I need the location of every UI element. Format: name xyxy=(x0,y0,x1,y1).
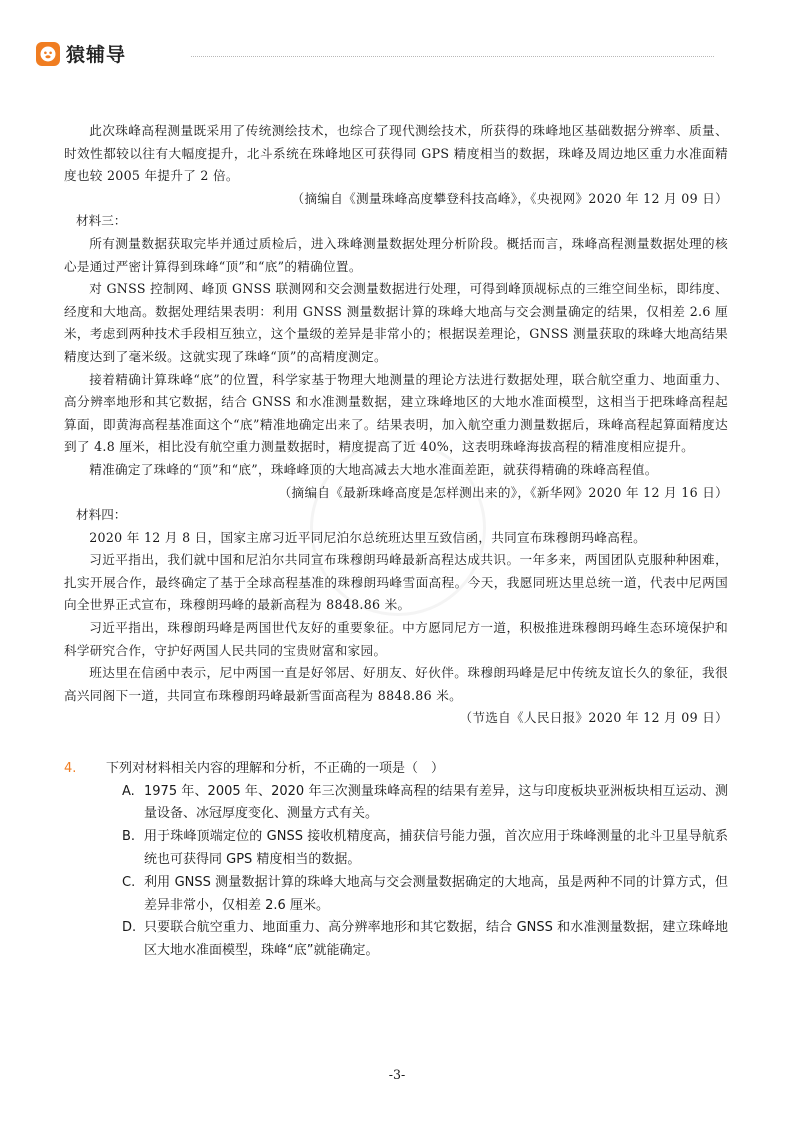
paragraph: 习近平指出，珠穆朗玛峰是两国世代友好的重要象征。中方愿同尼方一道，积极推进珠穆朗玛峰生态环境保护和科学研究合作，守护好两国人民共同的宝贵财富和家园。 xyxy=(64,620,728,658)
paragraph: 所有测量数据获取完毕并通过质检后，进入珠峰测量数据处理分析阶段。概括而言，珠峰高程测量数据处理的核心是通过严密计算得到珠峰“顶”和“底”的精确位置。 xyxy=(64,235,728,274)
option-label: C. xyxy=(122,874,136,890)
question-block xyxy=(64,758,728,963)
page-number: -3- xyxy=(388,1067,406,1082)
option-label: D. xyxy=(122,920,137,936)
option-label: A. xyxy=(122,783,135,799)
paragraph: 此次珠峰高程测量既采用了传统测绘技术，也综合了现代测绘技术，所获得的珠峰地区基础数据分辨率、质量、时效性都较以往有大幅度提升，北斗系统在珠峰地区可获得同 GPS 精度相当的数据，珠峰及周边地区重力水准面精度也较 2005 年提升了 2 倍。 xyxy=(64,123,728,184)
paragraph: 接着精确计算珠峰“底”的位置，科学家基于物理大地测量的理论方法进行数据处理，联合航空重力、地面重力、高分辨率地形和其它数据，结合 GNSS 和水准测量数据，建立珠峰地区的大地水准面模型，这相当于把珠峰高程起算面，即黄海高程基准面这个“底”精准地确定出来了。结果表明，加入航空重力测量数据后，珠峰高程起算面精度达到了 4.8 厘米，相比没有航空重力测量数据时，精度提高了近 40%，这表明珠峰海拔高程的精准度相应提升。 xyxy=(64,371,728,455)
reading-material xyxy=(64,120,728,730)
option-text: 用于珠峰顶端定位的 GNSS 接收机精度高，捕获信号能力强，首次应用于珠峰测量的北斗卫星导航系统也可获得同 GPS 精度相当的数据。 xyxy=(144,829,728,867)
material-heading: 材料四： xyxy=(76,507,127,523)
brand-logo xyxy=(36,40,126,67)
option-text: 1975 年、2005 年、2020 年三次测量珠峰高程的结果有差异，这与印度板块亚洲板块相互运动、测量设备、冰冠厚度变化、测量方式有关。 xyxy=(144,783,728,822)
option-text: 利用 GNSS 测量数据计算的珠峰大地高与交会测量数据确定的大地高，虽是两种不同的计算方式，但差异非常小，仅相差 2.6 厘米。 xyxy=(144,874,728,913)
option-c[interactable] xyxy=(106,872,728,918)
header-divider xyxy=(191,56,714,57)
option-text: 只要联合航空重力、地面重力、高分辨率地形和其它数据，结合 GNSS 和水准测量数据，建立珠峰地区大地水准面模型，珠峰“底”就能确定。 xyxy=(144,920,728,959)
material-heading: 材料三： xyxy=(76,213,127,229)
paragraph: 对 GNSS 控制网、峰顶 GNSS 联测网和交会测量数据进行处理，可得到峰顶觇标点的三维空间坐标，即纬度、经度和大地高。数据处理结果表明：利用 GNSS 测量数据计算的珠峰大地高与交会测量确定的结果，仅相差 2.6 厘米，考虑到两种技术手段相互独立，这个量级的差异是非常小的；根据误差理论，GNSS 测量获取的珠峰大地高结果精度达到了毫米级。这就实现了珠峰“顶”的高精度测定。 xyxy=(64,281,728,364)
paragraph: 习近平指出，我们就中国和尼泊尔共同宣布珠穆朗玛峰最新高程达成共识。一年多来，两国团队克服种种困难，扎实开展合作，最终确定了基于全球高程基准的珠穆朗玛峰雪面高程。今天，我愿同班达里总统一道，代表中尼两国向全世界正式宣布，珠穆朗玛峰的最新高程为 8848.86 米。 xyxy=(64,552,728,613)
option-a[interactable] xyxy=(106,781,728,827)
source-citation: （摘编自《测量珠峰高度攀登科技高峰》，《央视网》2020 年 12 月 09 日） xyxy=(291,190,728,206)
brand-name: 猿辅导 xyxy=(66,44,127,66)
option-b[interactable] xyxy=(106,826,728,872)
paragraph: 精准确定了珠峰的“顶”和“底”，珠峰峰顶的大地高减去大地水准面差距，就获得精确的珠峰高程值。 xyxy=(89,461,658,477)
paragraph: 班达里在信函中表示，尼中两国一直是好邻居、好朋友、好伙伴。珠穆朗玛峰是尼中传统友谊长久的象征，我很高兴同阁下一道，共同宣布珠穆朗玛峰最新雪面高程为 8848.86 米。 xyxy=(64,665,728,703)
option-label: B. xyxy=(122,829,136,845)
option-d[interactable] xyxy=(106,917,728,963)
monkey-logo-icon xyxy=(36,42,60,66)
paragraph: 2020 年 12 月 8 日，国家主席习近平同尼泊尔总统班达里互致信函，共同宣布珠穆朗玛峰高程。 xyxy=(89,529,646,545)
question-stem: 下列对材料相关内容的理解和分析，不正确的一项是（ ） xyxy=(106,761,445,776)
question-number: 4. xyxy=(64,761,77,776)
page-header xyxy=(36,38,714,74)
source-citation: （摘编自《最新珠峰高度是怎样测出来的》，《新华网》2020 年 12 月 16 日） xyxy=(278,484,728,500)
source-citation: （节选自《人民日报》2020 年 12 月 09 日） xyxy=(459,710,728,726)
